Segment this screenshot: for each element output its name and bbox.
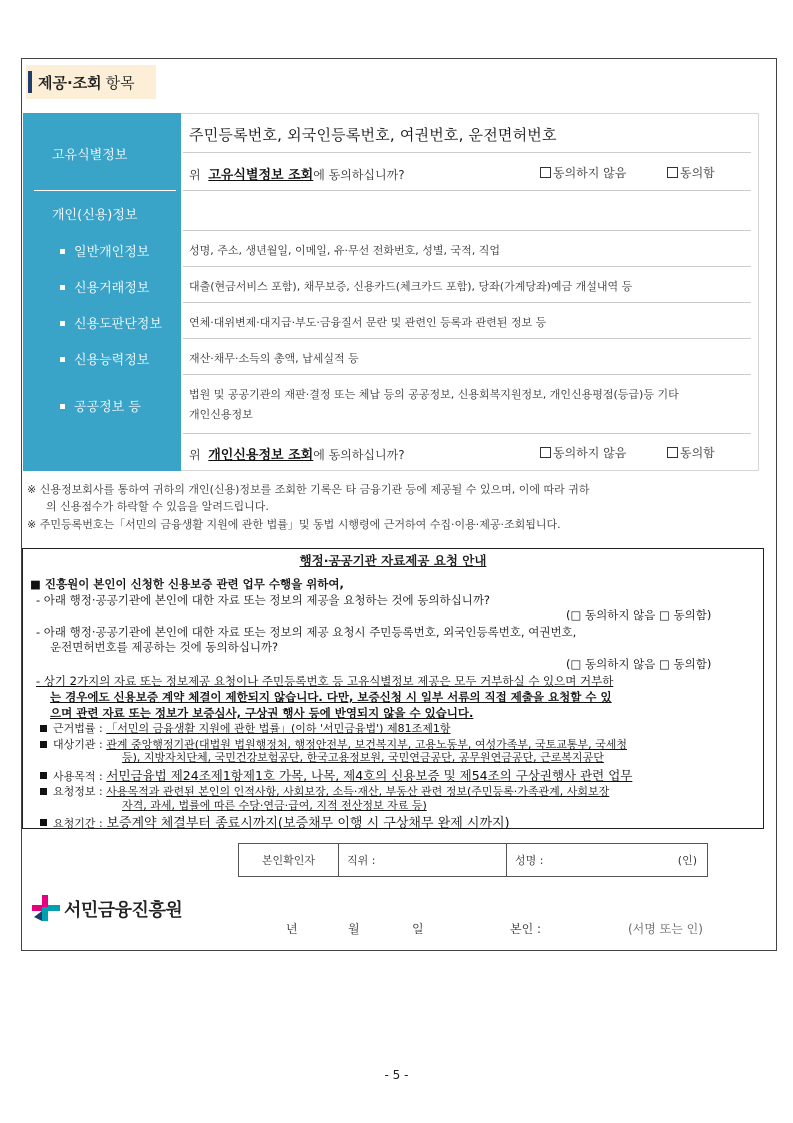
notice-requested-info: 요청정보 : 사용목적과 관련된 본인의 인적사항, 사회보장, 소득·재산, 부동산 관련 정보(주민등록·가족관계, 사회보장 — [40, 783, 609, 799]
notice-purpose: 사용목적 : 서민금융법 제24조제1항제1호 가목, 나목, 제4호의 신용보증 및 제54조의 구상권행사 관련 업무 — [40, 766, 632, 784]
general-info-detail: 성명, 주소, 생년월일, 이메일, 유·무선 전화번호, 성별, 국적, 직업 — [189, 244, 500, 257]
page-number: - 5 - — [384, 1068, 409, 1082]
kinfa-logo — [30, 893, 182, 925]
square-bullet-icon — [40, 725, 47, 732]
notice-warning-line3: 으며 관련 자료 또는 정보가 보증심사, 구상권 행사 등에 반영되지 않을 수 있습니다. — [50, 706, 474, 720]
signature-placeholder: (서명 또는 인) — [628, 922, 703, 936]
square-bullet-icon — [40, 788, 47, 795]
bullet-icon — [60, 357, 65, 362]
seal-mark: (인) — [677, 854, 697, 867]
notice-heading: ■ 진흥원이 본인이 신청한 신용보증 관련 업무 수행을 위하여, — [30, 577, 344, 591]
category-item-general: 일반개인정보 — [60, 241, 149, 260]
square-bullet-icon — [40, 819, 47, 826]
date-day: 일 — [412, 922, 424, 936]
notice-question-1: - 아래 행정·공공기관에 본인에 대한 자료 또는 정보의 제공을 요청하는 것에 동의하십니까? — [36, 593, 491, 607]
credit-info-disagree-checkbox[interactable]: 동의하지 않음 — [540, 444, 626, 461]
section-title — [26, 65, 156, 99]
category-item-credit-capacity: 신용능력정보 — [60, 349, 149, 368]
unique-id-disagree-checkbox[interactable]: 동의하지 않음 — [540, 164, 626, 181]
checkbox-icon — [540, 167, 551, 178]
position-field[interactable]: 직위 : — [339, 844, 507, 876]
credit-info-consent-question: 위 개인신용정보 조회에 동의하십니까? — [189, 448, 405, 463]
row-divider — [183, 302, 751, 303]
row-divider — [183, 230, 751, 231]
row-divider — [183, 374, 751, 375]
title-accent-bar — [28, 71, 32, 93]
credit-info-agree-checkbox[interactable]: 동의함 — [667, 444, 715, 461]
section-title-rest: 항목 — [105, 73, 135, 92]
panel-divider — [34, 190, 176, 191]
logo-text: 서민금융진흥원 — [64, 900, 183, 921]
row-divider — [183, 266, 751, 267]
unique-id-consent-question: 위 고유식별정보 조회에 동의하십니까? — [189, 168, 405, 183]
logo-mark-icon — [30, 893, 62, 925]
credit-judgement-detail: 연체·대위변제·대지급·부도·금융질서 문란 및 관련인 등록과 관련된 정보 등 — [189, 316, 547, 329]
bullet-icon — [60, 404, 65, 409]
row-divider — [183, 190, 751, 191]
category-item-credit-judgement: 신용도판단정보 — [60, 313, 162, 332]
category-item-public-info: 공공정보 등 — [60, 396, 141, 415]
checkbox-icon — [540, 447, 551, 458]
unique-id-agree-checkbox[interactable]: 동의함 — [667, 164, 715, 181]
note-credit-record-cont: 의 신용점수가 하락할 수 있음을 알려드립니다. — [46, 500, 269, 513]
row-divider — [183, 433, 751, 434]
notice-question-2-line1: - 아래 행정·공공기관에 본인에 대한 자료 또는 정보의 제공 요청시 주민등록번호, 외국인등록번호, 여권번호, — [36, 625, 577, 639]
square-bullet-icon — [40, 772, 47, 779]
identity-label: 본인확인자 — [239, 844, 339, 876]
bullet-icon — [60, 321, 65, 326]
public-info-detail-line1: 법원 및 공공기관의 재판·결정 또는 체납 등의 공공정보, 신용회복지원정보, 개인신용평점(등급)등 기타 — [189, 388, 679, 401]
notice-warning-line2: 는 경우에도 신용보증 계약 체결이 제한되지 않습니다. 다만, 보증신청 시 일부 서류의 직접 제출을 요청할 수 있 — [50, 690, 612, 704]
notice-period: 요청기간 : 보증계약 체결부터 종료시까지(보증채무 이행 시 구상채무 완제 시까지) — [40, 812, 510, 831]
notice-question-2-options[interactable]: (□ 동의하지 않음 □ 동의함) — [566, 657, 712, 671]
notice-question-2-line2: 운전면허번호를 제공하는 것에 동의하십니까? — [50, 640, 279, 654]
identity-confirmation-table — [238, 843, 708, 877]
category-item-credit-transaction: 신용거래정보 — [60, 277, 149, 296]
notice-title: 행정·공공기관 자료제공 요청 안내 — [299, 553, 487, 568]
checkbox-icon — [667, 167, 678, 178]
signer-label[interactable]: 본인 : — [510, 922, 542, 936]
square-bullet-icon — [40, 741, 47, 748]
row-divider — [183, 338, 751, 339]
row-divider — [183, 152, 751, 153]
section-title-bold: 제공·조회 — [38, 73, 102, 92]
date-month: 월 — [348, 922, 360, 936]
public-info-detail-line2: 개인신용정보 — [189, 408, 253, 421]
bullet-icon — [60, 249, 65, 254]
notice-warning-line1: - 상기 2가지의 자료 또는 정보제공 요청이나 주민등록번호 등 고유식별정보 제공은 모두 거부하실 수 있으며 거부하 — [36, 674, 614, 688]
notice-target-agencies-cont: 등), 지방자치단체, 국민건강보험공단, 한국고용정보원, 국민연금공단, 공무원연금공단, 근로복지공단 — [122, 751, 604, 764]
category-unique-id: 고유식별정보 — [52, 148, 128, 163]
note-resident-number: ※ 주민등록번호는「서민의 금융생활 지원에 관한 법률」및 동법 시행령에 근거하여 수집·이용·제공·조회됩니다. — [27, 518, 561, 531]
notice-requested-info-cont: 자격, 과세, 법률에 따른 수당·연금·급여, 지적 전산정보 자료 등) — [122, 799, 427, 812]
category-personal-credit: 개인(신용)정보 — [52, 208, 138, 223]
checkbox-icon — [667, 447, 678, 458]
notice-question-1-options[interactable]: (□ 동의하지 않음 □ 동의함) — [566, 608, 712, 622]
date-year: 년 — [286, 922, 298, 936]
note-credit-record: ※ 신용정보회사를 통하여 귀하의 개인(신용)정보를 조회한 기록은 타 금융기관 등에 제공될 수 있으며, 이에 따라 귀하 — [27, 483, 590, 496]
bullet-icon — [60, 285, 65, 290]
unique-id-types: 주민등록번호, 외국인등록번호, 여권번호, 운전면허번호 — [189, 126, 557, 144]
name-field[interactable]: 성명 : (인) — [515, 854, 697, 867]
credit-capacity-detail: 재산·채무·소득의 총액, 납세실적 등 — [189, 352, 359, 365]
notice-target-agencies: 대상기관 : 관계 중앙행정기관(대법원 법원행정처, 행정안전부, 보건복지부, 고용노동부, 여성가족부, 국토교통부, 국세청 — [40, 736, 627, 752]
credit-transaction-detail: 대출(현금서비스 포함), 채무보증, 신용카드(체크카드 포함), 당좌(가계당좌)예금 개설내역 등 — [189, 280, 633, 293]
notice-legal-basis: 근거법률 : 「서민의 금융생활 지원에 관한 법률」(이하 '서민금융법') 제81조제1항 — [40, 720, 450, 736]
